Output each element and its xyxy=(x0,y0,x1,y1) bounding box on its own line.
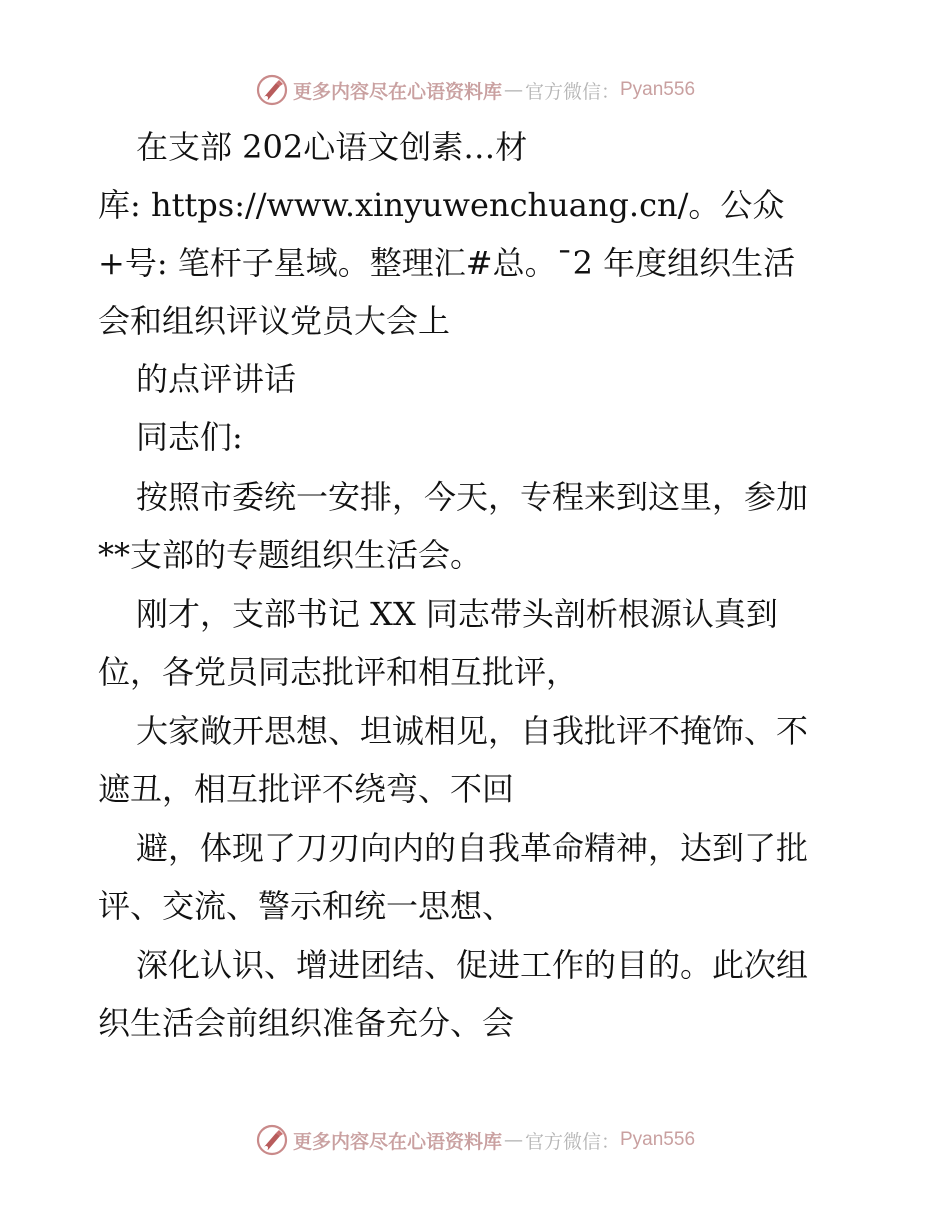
footer-watermark-banner xyxy=(0,1120,950,1160)
text-line: 位，各党员同志批评和相互批评， xyxy=(98,653,579,691)
header-watermark-banner xyxy=(0,70,950,110)
banner-main-text: 更多内容尽在心语资料库 xyxy=(292,80,502,103)
text-line: 织生活会前组织准备充分、会 xyxy=(98,1004,515,1042)
text-line: 遮丑，相互批评不绕弯、不回 xyxy=(98,770,515,808)
text-line: 在支部 202心语文创素…材 xyxy=(136,128,528,166)
text-line: 按照市委统一安排，今天，专程来到这里，参加 xyxy=(136,478,809,516)
text-line: 的点评讲话 xyxy=(136,360,297,398)
text-line: 评、交流、警示和统一思想、 xyxy=(98,887,515,925)
text-line: +号: 笔杆子星域。整理汇#总。¯2 年度组织生活 xyxy=(98,244,796,282)
text-line: 刚才，支部书记 XX 同志带头剖析根源认真到 xyxy=(136,595,778,633)
banner-official-label: 官方微信： xyxy=(524,80,620,103)
text-line: 同志们: xyxy=(136,418,243,456)
text-line: 避，体现了刀刃向内的自我革命精神，达到了批 xyxy=(136,829,809,867)
text-line: 会和组织评议党员大会上 xyxy=(98,302,451,340)
banner-dash: — xyxy=(503,79,523,101)
banner-dash: — xyxy=(503,1129,523,1151)
banner-official-label: 官方微信： xyxy=(524,1130,620,1153)
pen-nib-logo-icon xyxy=(255,1123,289,1157)
text-line: 深化认识、增进团结、促进工作的目的。此次组 xyxy=(136,946,809,984)
banner-wechat-handle: Pyan556 xyxy=(620,1129,696,1150)
banner-wechat-handle: Pyan556 xyxy=(620,79,696,100)
text-line: 大家敞开思想、坦诚相见，自我批评不掩饰、不 xyxy=(136,712,809,750)
text-line: **支部的专题组织生活会。 xyxy=(98,536,483,574)
text-line: 库: https://www.xinyuwenchuang.cn/。公众 xyxy=(98,186,785,224)
pen-nib-logo-icon xyxy=(255,73,289,107)
banner-main-text: 更多内容尽在心语资料库 xyxy=(292,1130,502,1153)
